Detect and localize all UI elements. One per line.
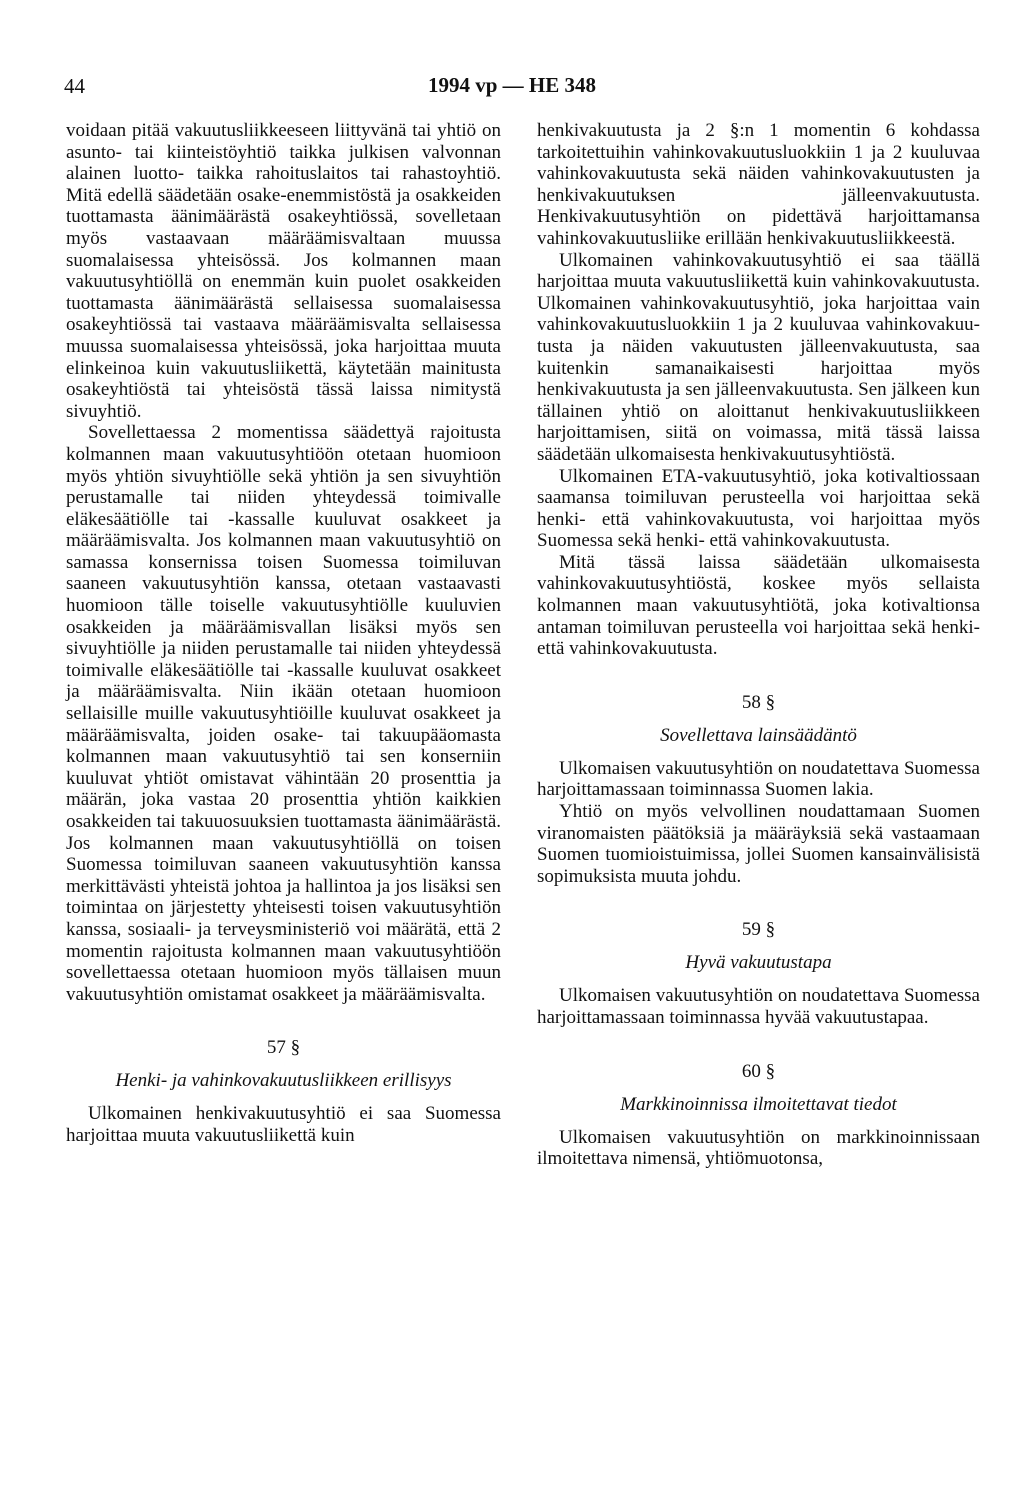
section-title: Hyvä vakuutustapa — [685, 952, 832, 974]
paragraph: Mitä tässä laissa säädetään ulkomaisesta vahinkovakuutusyhtiöstä, koskee myös sellaista kolmannen maan vakuutusyhtiötä, joka kotivaltionsa antaman toimiluvan perusteella voi harjoittaa sekä henki- että vahinkovakuutusta. — [537, 551, 980, 660]
paragraph: Yhtiö on myös velvollinen noudattamaan Suomen viranomaisten päätöksiä ja määräyksiä sekä vastaamaan Suomen tuomioistuimissa, jollei Suomen kansainvälisistä sopimuksista muuta johdu. — [537, 801, 980, 887]
section-title: Henki- ja vahinkovakuutusliikkeen erillisyys — [115, 1070, 452, 1092]
section-title: Sovellettava lainsäädäntö — [660, 724, 857, 746]
paragraph: Ulkomaisen vakuutusyhtiön on noudatettava Suomessa harjoittamassaan toiminnassa Suomen lakia. — [537, 757, 980, 801]
paragraph: Sovellettaessa 2 momentissa säädettyä rajoitusta kolmannen maan vakuutusyhtiöön otetaan huomioon myös yhtiön sivuyhtiölle sekä yhtiön ja sen sivuyhtiön perustamalle tai niiden yhteydessä toimivalle eläkesäätiölle tai -kassalle kuuluvat osakkeet ja määräämisvalta. Jos kolmannen maan vakuutusyhtiö on samassa konsernissa toisen Suomessa toimiluvan saaneen vakuutusyhtiön kanssa, otetaan vastaavasti huomioon tälle toiselle vakuutusyhtiölle kuuluvien osakkeiden ja määräämisvallan lisäksi myös sen sivuyhtiölle ja niiden perustamalle tai niiden yhteydessä toimivalle eläkesäätiölle tai -kassalle kuuluvat osakkeet ja määräämisvalta. Niin ikään otetaan huomioon sellaisille muille vakuutusyhtiöille kuuluvat osakkeet ja määräämisvalta, joiden osake- tai takuupääomasta kolmannen maan vakuutusyhtiö tai sen konserniin kuuluvat yhtiöt omistavat vähintään 20 prosenttia ja määrän, joka vastaa 20 prosenttia yhtiön kaikkien osakkeiden tai takuuosuuksien tuottamasta äänimäärästä. Jos kolmannen maan vakuutusyhtiöllä on toisen Suomessa toimiluvan saaneen vakuutusyhtiön kanssa merkittävästi yhteistä johtoa ja hallintoa ja jos lisäksi sen toimintaa on järjestetty yhteisesti toisen vakuutusyhtiön kanssa, sosiaali- ja terveysministeriö voi määrätä, että 2 momentin rajoitusta kolmannen maan vakuutusyhtiöön sovellettaessa otetaan huomioon myös tällaisen muun vakuutusyhtiön omistamat osakkeet ja määräämisvalta. — [66, 422, 501, 1005]
paragraph: Ulkomainen ETA-vakuutusyhtiö, joka kotivaltiossaan saamansa toimiluvan perusteella voi harjoittaa sekä henki- että vahinkovakuutusta, voi harjoittaa myös Suomessa sekä henki- että vahinkovakuutusta. — [537, 465, 980, 552]
section-number: 57 § — [266, 1037, 301, 1059]
paragraph: Ulkomaisen vakuutusyhtiön on noudatettava Suomessa harjoittamassaan toiminnassa hyvää vakuutustapaa. — [537, 985, 980, 1028]
paragraph: Ulkomainen henkivakuutusyhtiö ei saa Suomessa harjoittaa muuta vakuutusliikettä kuin — [66, 1103, 501, 1146]
paragraph: Ulkomainen vahinkovakuutusyhtiö ei saa täällä harjoittaa muuta vakuutusliikettä kuin vahinkovakuutusta. Ulkomainen vahinkovakuutusyhtiö, joka harjoittaa vain vahinkovakuutusluokkiin 1 ja 2 kuuluvaa vahinkovakuutusta ja näiden vakuutusten jälleenvakuutusta, saa kuitenkin samanaikaisesti harjoittaa myös henkivakuutusta ja sen jälleenvakuutusta. Sen jälkeen kun tällainen yhtiö on aloittanut henkivakuutusliikkeen harjoittamisen, siitä on voimassa, mitä tässä laissa säädetään ulkomaisesta henkivakuutusyhtiöstä. — [537, 249, 980, 465]
paragraph: henkivakuutusta ja 2 §:n 1 momentin 6 kohdassa tarkoitettuihin vahinkovakuutusluokkiin 1 ja 2 kuuluvaa vahinkovakuutusta sekä näiden vahinkovakuutusten ja henkivakuutuksen jälleenvakuutusta. Henkivakuutusyhtiön on pidettävä harjoittamansa vahinkovakuutusliike erillään henkivakuutusliikkeestä. — [537, 120, 980, 249]
section-number: 60 § — [741, 1060, 776, 1082]
paragraph: Ulkomaisen vakuutusyhtiön on markkinoinnissaan ilmoitettava nimensä, yhtiömuotonsa, — [537, 1126, 980, 1170]
page-header: 1994 vp — HE 348 — [427, 73, 597, 97]
left-column — [66, 120, 501, 1147]
page-number: 44 — [64, 74, 85, 98]
section-title: Markkinoinnissa ilmoitettavat tiedot — [620, 1093, 897, 1115]
section-number: 58 § — [741, 691, 776, 713]
paragraph: voidaan pitää vakuutusliikkeeseen liittyvänä tai yhtiö on asunto- tai kiinteistöyhtiö taikka julkisen valvonnan alainen luotto- taikka rahoituslaitos tai rahastoyhtiö. Mitä edellä säädetään osake-enemmistöstä ja osakkeiden tuottamasta äänimäärästä osakeyhtiössä, sovelletaan myös vastaavaan määräämisvaltaan muussa suomalaisessa yhteisössä. Jos kolmannen maan vakuutusyhtiöllä on enemmän kuin puolet osakkeiden tuottamasta äänimäärästä sellaisessa suomalaisessa osakeyhtiössä tai vastaava määräämisvalta sellaisessa muussa suomalaisessa yhteisössä, joka harjoittaa muuta elinkeinoa kuin vakuutusliikettä, käytetään mainitusta osakeyhtiöstä tai yhteisöstä tässä laissa nimitystä sivuyhtiö. — [66, 120, 501, 422]
section-number: 59 § — [741, 919, 776, 941]
right-column — [537, 120, 980, 1170]
